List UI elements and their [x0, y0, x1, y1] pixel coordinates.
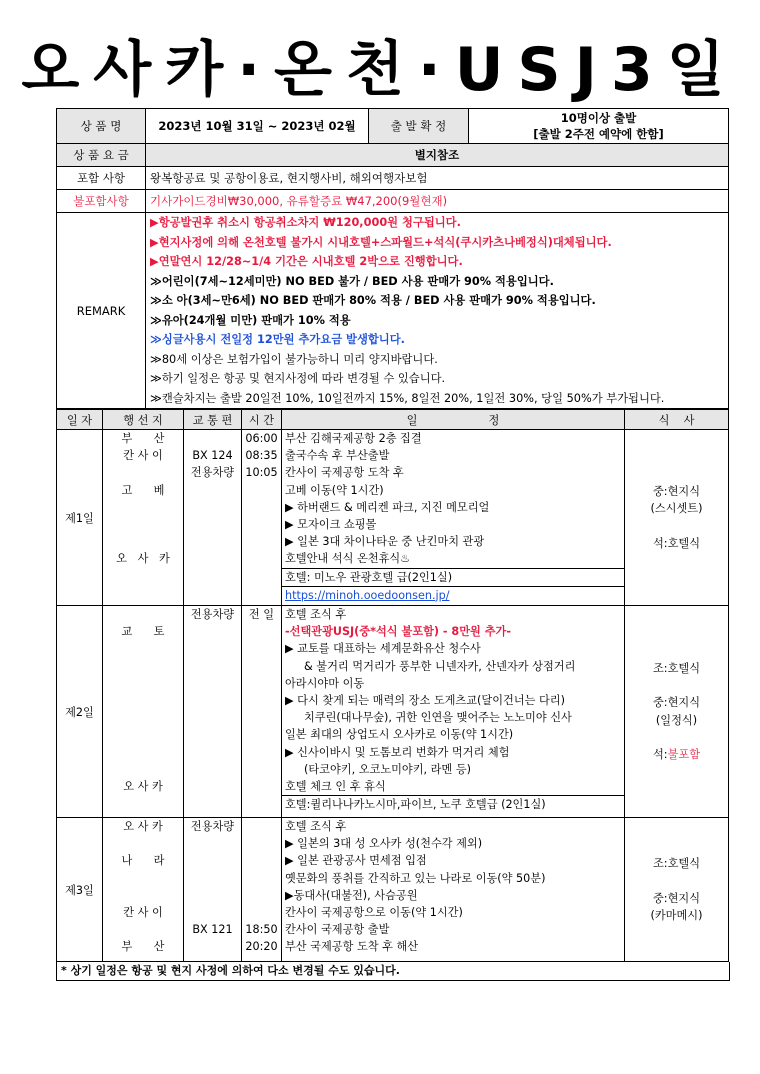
remark-list [146, 213, 729, 409]
itinerary-item: (타코야키, 오코노미야키, 라멘 등) [304, 762, 472, 776]
header-time: 시 간 [242, 410, 282, 430]
day-row [57, 606, 729, 818]
destination: 나 라 [121, 854, 165, 868]
header-itinerary: 일 정 [282, 410, 625, 430]
itinerary-item: ▶ 하버랜드 & 메리켄 파크, 지진 메모리얼 [285, 500, 490, 514]
itinerary-item: 일본 최대의 상업도시 오사카로 이동(약 1시간) [285, 728, 514, 742]
destination-cell [103, 818, 184, 962]
day-label: 제2일 [57, 606, 103, 818]
departure-label: 출 발 확 정 [369, 109, 469, 144]
itinerary-item: ▶ 모자이크 쇼핑몰 [285, 517, 377, 531]
transport-cell [184, 430, 242, 606]
meal: 석:호텔식 [653, 536, 700, 550]
destination: 칸 사 이 [123, 449, 163, 463]
destination: 부 산 [121, 432, 165, 445]
destination: 오 사 카 [116, 552, 170, 566]
transport-cell [184, 606, 242, 818]
product-name-label: 상 품 명 [57, 109, 146, 144]
time: 10:05 [245, 466, 278, 480]
remark-item: ≫어린이(7세~12세미만) NO BED 불가 / BED 사용 판매가 90% 적용입니다. [150, 274, 554, 288]
itinerary-item: 치쿠린(대나무숲), 귀한 인연을 맺어주는 노노미야 신사 [304, 711, 572, 725]
meal-type: 석: [653, 747, 668, 761]
meal: (스시셋트) [650, 502, 703, 516]
day-label: 제1일 [57, 430, 103, 606]
destination-cell [103, 606, 184, 818]
schedule-table [56, 409, 729, 962]
transport: 전용차량 [190, 608, 235, 621]
exclude-label: 불포함사항 [57, 190, 146, 213]
remark-item: ≫하기 일정은 항공 및 현지사정에 따라 변경될 수 있습니다. [150, 372, 446, 385]
meal: 조:호텔식 [653, 661, 700, 675]
day-row [57, 818, 729, 962]
itinerary-item: ▶ 일본 3대 차이나타운 중 난킨마치 관광 [285, 535, 485, 549]
departure-value-line1: 10명이상 출발 [560, 111, 637, 125]
itinerary-item: 칸사이 국제공항 출발 [285, 923, 390, 937]
itinerary-item: 부산 김해국제공항 2층 집결 [285, 432, 422, 445]
price-label: 상 품 요 금 [57, 144, 146, 167]
remark-item: ≫유아(24개월 미만) 판매가 10% 적용 [150, 313, 351, 327]
itinerary-item: ▶동대사(대불전), 사슴공원 [285, 888, 418, 902]
remark-item: ≫소 아(3세~만6세) NO BED 판매가 80% 적용 / BED 사용 판매가 90% 적용입니다. [150, 294, 596, 307]
header-meals: 식 사 [625, 410, 729, 430]
itinerary-item: 호텔 조식 후 [285, 608, 347, 621]
product-info-table [56, 108, 729, 409]
meal: 중:현지식 [653, 696, 700, 710]
destination: 오 사 카 [123, 779, 163, 793]
itinerary-item: 고베 이동(약 1시간) [285, 483, 384, 497]
destination: 고 베 [121, 483, 165, 497]
departure-value [469, 109, 729, 144]
itinerary-cell [282, 430, 625, 606]
time: 20:20 [245, 940, 278, 954]
include-value: 왕복항공료 및 공항이용료, 현지행사비, 해외여행자보험 [146, 167, 729, 190]
itinerary-item: 부산 국제공항 도착 후 해산 [285, 940, 419, 954]
meals-cell [625, 430, 729, 606]
itinerary-item: 출국수속 후 부산출발 [285, 449, 390, 463]
exclude-value: 기사가이드경비₩30,000, 유류할증료 ₩47,200(9월현재) [146, 190, 729, 213]
itinerary-item: ▶ 신사이바시 및 도톰보리 번화가 먹거리 체험 [285, 745, 510, 759]
optional-tour: -선택관광USJ(중*석식 불포함) - 8만원 추가- [285, 625, 511, 639]
meal [625, 746, 728, 763]
destination: 칸 사 이 [123, 905, 163, 919]
itinerary-item: ▶ 일본의 3대 성 오사카 성(천수각 제외) [285, 837, 483, 851]
hotel-info: 호텔:퀼리나나카노시마,파이브, 노쿠 호텔급 (2인1실) [285, 798, 546, 812]
itinerary-item: 아라시야마 이동 [285, 676, 365, 690]
itinerary-item: 칸사이 국제공항 도착 후 [285, 466, 404, 480]
remark-item: ▶연말연시 12/28~1/4 기간은 시내호텔 2박으로 진행합니다. [150, 255, 463, 268]
departure-value-line2: [출발 2주전 예약에 한함] [533, 127, 664, 141]
price-value: 별지참조 [146, 144, 729, 167]
remark-label: REMARK [57, 213, 146, 409]
page-title: 오사카·온천·USJ3일 [21, 35, 739, 105]
remark-item: ▶항공발권후 취소시 항공취소차지 ₩120,000원 청구됩니다. [150, 216, 461, 229]
flight-number: BX 121 [192, 923, 233, 937]
hotel-link[interactable]: https://minoh.ooedoonsen.jp/ [285, 588, 450, 602]
transport: 전용차량 [190, 466, 235, 480]
not-included-badge: 불포함 [667, 747, 700, 761]
time-cell [242, 430, 282, 606]
include-label: 포함 사항 [57, 167, 146, 190]
destination-cell [103, 430, 184, 606]
meal: 중:현지식 [653, 891, 700, 905]
remark-item: ≫캔슬차지는 출발 20일전 10%, 10일전까지 15%, 8일전 20%, 1일전 30%, 당일 50%가 부가됩니다. [150, 391, 665, 405]
time: 18:50 [245, 923, 278, 937]
remark-item: ≫싱글사용시 전일정 12만원 추가요금 발생합니다. [150, 333, 405, 346]
header-destination: 행 선 지 [103, 410, 184, 430]
header-day: 일 자 [57, 410, 103, 430]
time: 08:35 [245, 449, 278, 463]
destination: 부 산 [121, 940, 165, 954]
meal: (일정식) [655, 713, 698, 727]
transport: 전용차량 [190, 820, 235, 833]
day-label: 제3일 [57, 818, 103, 962]
time: 06:00 [245, 432, 278, 445]
header-transport: 교 통 편 [184, 410, 242, 430]
hotel-info: 호텔: 미노우 관광호텔 급(2인1실) [282, 569, 624, 587]
remark-item: ▶현지사정에 의해 온천호텔 불가시 시내호텔+스파월드+석식(쿠시카츠나베정식)대체됩니다. [150, 235, 612, 249]
time-cell [242, 818, 282, 962]
footer-note: * 상기 일정은 항공 및 현지 사정에 의하여 다소 변경될 수도 있습니다. [56, 962, 730, 981]
itinerary-item: ▶ 일본 관광공사 면세점 입점 [285, 854, 427, 868]
destination: 오 사 카 [123, 820, 163, 833]
remark-item: ≫80세 이상은 보험가입이 불가능하니 미리 양지바랍니다. [150, 352, 438, 366]
transport-cell [184, 818, 242, 962]
meal: 중:현지식 [653, 485, 700, 499]
itinerary-item: 호텔 조식 후 [285, 820, 347, 833]
time-cell [242, 606, 282, 818]
itinerary-item: ▶ 다시 찾게 되는 매력의 장소 도게츠교(달이건너는 다리) [285, 693, 565, 707]
destination: 교 토 [121, 625, 165, 639]
product-name-value: 2023년 10월 31일 ~ 2023년 02월 [146, 109, 369, 144]
itinerary-cell [282, 818, 625, 962]
itinerary-item: 호텔 체크 인 후 휴식 [282, 778, 624, 796]
itinerary-item: 옛문화의 풍취를 간직하고 있는 나라로 이동(약 50분) [285, 871, 546, 885]
flight-number: BX 124 [192, 449, 233, 463]
meal: 조:호텔식 [653, 857, 700, 871]
meal: (카마메시) [650, 908, 703, 922]
itinerary-item: & 불거리 먹거리가 풍부한 니넨자카, 산넨자카 상점거리 [304, 659, 576, 673]
time: 전 일 [248, 608, 275, 621]
meals-cell [625, 818, 729, 962]
itinerary-item: 칸사이 국제공항으로 이동(약 1시간) [285, 905, 463, 919]
itinerary-item: ▶ 교토를 대표하는 세계문화유산 청수사 [285, 642, 481, 656]
itinerary-item: 호텔안내 석식 온천휴식♨ [282, 550, 624, 568]
meals-cell [625, 606, 729, 818]
itinerary-cell [282, 606, 625, 818]
day-row [57, 430, 729, 606]
